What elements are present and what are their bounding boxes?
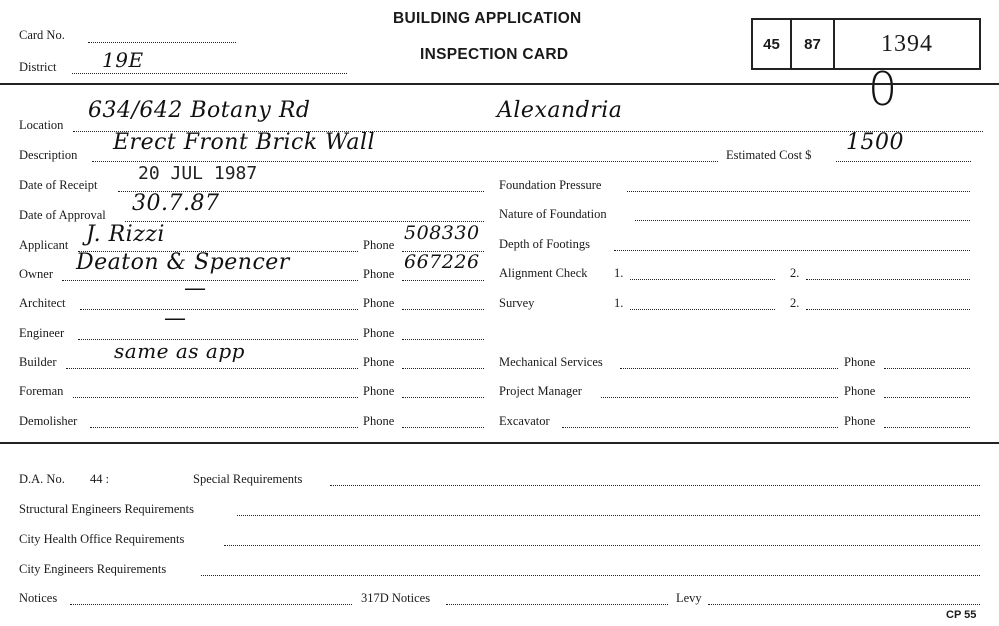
location-suburb: Alexandria — [497, 98, 623, 123]
header-rule — [0, 83, 999, 85]
title-line2: INSPECTION CARD — [420, 46, 569, 63]
notices-317d-line — [446, 604, 668, 605]
district-label: District — [19, 60, 57, 74]
special-requirements-line — [330, 485, 980, 486]
ref-cell-2: 87 — [792, 20, 835, 68]
district-line — [72, 73, 347, 74]
location-label: Location — [19, 118, 64, 132]
survey-label: Survey — [499, 296, 535, 310]
engineer-label: Engineer — [19, 326, 65, 340]
survey-1-line — [630, 309, 775, 310]
alignment-check-label: Alignment Check — [499, 266, 588, 280]
margin-mark: 0 — [868, 62, 898, 116]
excavator-phone-line — [884, 427, 970, 428]
description-line — [92, 161, 718, 162]
project-manager-line — [601, 397, 838, 398]
builder-phone-line — [402, 368, 484, 369]
mechanical-services-phone-label: Phone — [844, 355, 876, 369]
engineer-phone-line — [402, 339, 484, 340]
owner-phone-value: 667226 — [404, 251, 480, 273]
foreman-phone-label: Phone — [363, 384, 395, 398]
title-line1: BUILDING APPLICATION — [393, 10, 582, 27]
foreman-phone-line — [402, 397, 484, 398]
mechanical-services-phone-line — [884, 368, 970, 369]
applicant-phone-label: Phone — [363, 238, 395, 252]
alignment-check-1-line — [630, 279, 775, 280]
ref-cell-1: 45 — [753, 20, 792, 68]
levy-line — [708, 604, 980, 605]
da-no-value: 44 : — [90, 472, 110, 486]
builder-line — [66, 368, 358, 369]
demolisher-phone-label: Phone — [363, 414, 395, 428]
structural-requirements-label: Structural Engineers Requirements — [19, 502, 194, 516]
card-no-label: Card No. — [19, 28, 65, 42]
mechanical-services-label: Mechanical Services — [499, 355, 603, 369]
date-receipt-label: Date of Receipt — [19, 178, 98, 192]
owner-phone-line — [402, 280, 484, 281]
builder-value: same as app — [114, 339, 245, 363]
estimated-cost-line — [836, 161, 971, 162]
architect-line — [80, 309, 358, 310]
project-manager-phone-label: Phone — [844, 384, 876, 398]
alignment-check-1-label: 1. — [614, 266, 624, 280]
health-requirements-line — [224, 545, 980, 546]
engineer-phone-label: Phone — [363, 326, 395, 340]
depth-footings-line — [614, 250, 970, 251]
date-approval-label: Date of Approval — [19, 208, 106, 222]
survey-1-label: 1. — [614, 296, 624, 310]
date-receipt-stamp: 20 JUL 1987 — [138, 163, 258, 184]
notices-317d-label: 317D Notices — [361, 591, 431, 605]
foreman-line — [73, 397, 358, 398]
alignment-check-2-label: 2. — [790, 266, 800, 280]
card-no-line — [88, 42, 236, 43]
applicant-label: Applicant — [19, 238, 69, 252]
district-value: 19E — [102, 48, 144, 72]
nature-foundation-label: Nature of Foundation — [499, 207, 607, 221]
date-approval-value: 30.7.87 — [132, 191, 220, 216]
builder-label: Builder — [19, 355, 57, 369]
alignment-check-2-line — [806, 279, 970, 280]
architect-label: Architect — [19, 296, 66, 310]
depth-footings-label: Depth of Footings — [499, 237, 590, 251]
health-requirements-label: City Health Office Requirements — [19, 532, 185, 546]
applicant-phone-value: 508330 — [404, 222, 480, 244]
demolisher-line — [90, 427, 358, 428]
estimated-cost-value: 1500 — [846, 130, 904, 155]
owner-line — [62, 280, 358, 281]
demolisher-phone-line — [402, 427, 484, 428]
foundation-pressure-label: Foundation Pressure — [499, 178, 602, 192]
reference-box — [751, 18, 981, 70]
card-number: 1394 — [881, 30, 933, 57]
owner-value: Deaton & Spencer — [76, 250, 290, 275]
excavator-phone-label: Phone — [844, 414, 876, 428]
special-requirements-label: Special Requirements — [193, 472, 303, 486]
architect-value: — — [184, 276, 207, 301]
foundation-pressure-line — [627, 191, 970, 192]
notices-label: Notices — [19, 591, 58, 605]
survey-2-line — [806, 309, 970, 310]
levy-label: Levy — [676, 591, 702, 605]
city-engineers-requirements-line — [201, 575, 980, 576]
project-manager-label: Project Manager — [499, 384, 582, 398]
mechanical-services-line — [620, 368, 838, 369]
excavator-label: Excavator — [499, 414, 550, 428]
owner-phone-label: Phone — [363, 267, 395, 281]
project-manager-phone-line — [884, 397, 970, 398]
nature-foundation-line — [635, 220, 970, 221]
applicant-value: J. Rizzi — [86, 222, 165, 247]
notices-line — [70, 604, 352, 605]
middle-rule — [0, 442, 999, 444]
survey-2-label: 2. — [790, 296, 800, 310]
description-value: Erect Front Brick Wall — [113, 130, 376, 155]
engineer-value: — — [164, 306, 187, 331]
architect-phone-label: Phone — [363, 296, 395, 310]
builder-phone-label: Phone — [363, 355, 395, 369]
location-value: 634/642 Botany Rd — [88, 98, 311, 123]
da-no-label: D.A. No. — [19, 472, 65, 486]
description-label: Description — [19, 148, 78, 162]
excavator-line — [562, 427, 838, 428]
foreman-label: Foreman — [19, 384, 64, 398]
city-engineers-requirements-label: City Engineers Requirements — [19, 562, 167, 576]
architect-phone-line — [402, 309, 484, 310]
structural-requirements-line — [237, 515, 980, 516]
demolisher-label: Demolisher — [19, 414, 78, 428]
form-code: CP 55 — [946, 609, 977, 621]
owner-label: Owner — [19, 267, 54, 281]
estimated-cost-label: Estimated Cost $ — [726, 148, 812, 162]
